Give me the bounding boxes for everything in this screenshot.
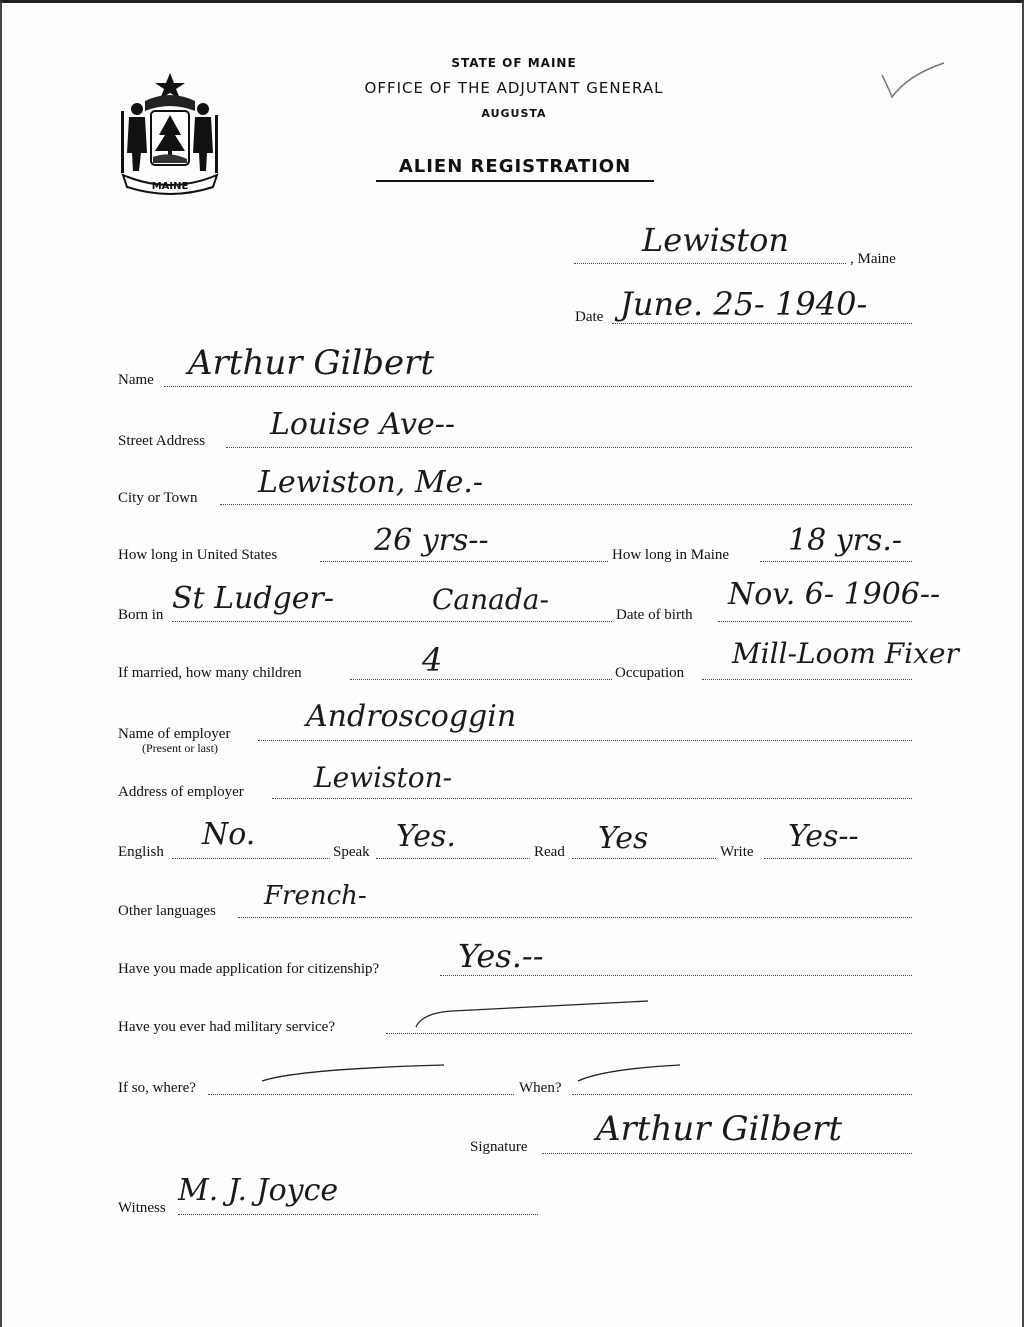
name-line [164,386,912,387]
date-label: Date [575,309,604,325]
citizenship-line [440,975,912,976]
occupation-label: Occupation [615,665,685,681]
occupation-value: Mill-Loom Fixer [732,637,959,670]
how-long-us-value: 26 yrs-- [374,523,489,558]
where-label: If so, where? [118,1080,196,1096]
military-dash-mark [412,997,652,1031]
city-line [220,504,912,505]
date-of-birth-line [718,621,912,622]
date-line [612,323,912,324]
signature-label: Signature [470,1139,528,1155]
english-line [172,858,330,859]
name-value: Arthur Gilbert [188,343,435,383]
children-label: If married, how many children [118,665,302,681]
employer-value: Androscoggin [306,699,517,734]
other-languages-line [238,917,912,918]
employer-label: Name of employer [118,726,231,742]
maine-label: , Maine [850,251,896,267]
born-in-label: Born in [118,607,164,623]
speak-label: Speak [333,844,370,860]
other-languages-label: Other languages [118,903,216,919]
header-state: STATE OF MAINE [451,56,577,70]
where-line [208,1094,514,1095]
english-label: English [118,844,164,860]
signature-value: Arthur Gilbert [596,1109,843,1149]
write-line [764,858,912,859]
employer-note: (Present or last) [142,741,218,755]
speak-value: Yes. [396,819,456,854]
town-value: Lewiston [642,221,789,259]
employer-address-label: Address of employer [118,784,244,800]
date-of-birth-label: Date of birth [616,607,693,623]
name-label: Name [118,372,154,388]
how-long-maine-value: 18 yrs.- [788,523,903,558]
witness-line [178,1214,538,1215]
witness-value: M. J. Joyce [178,1173,339,1208]
when-label: When? [519,1080,562,1096]
header-office: OFFICE OF THE ADJUTANT GENERAL [364,79,664,97]
date-of-birth-value: Nov. 6- 1906-- [728,577,941,612]
witness-label: Witness [118,1200,166,1216]
employer-address-value: Lewiston- [314,761,453,794]
when-dash-mark [574,1061,684,1085]
write-label: Write [720,844,754,860]
how-long-us-line [320,561,608,562]
english-value: No. [202,817,256,852]
when-line [572,1094,912,1095]
children-line [350,679,612,680]
occupation-line [702,679,912,680]
employer-line [258,740,912,741]
city-value: Lewiston, Me.- [258,465,483,500]
street-value: Louise Ave-- [270,407,456,442]
employer-address-line [272,798,912,799]
military-label: Have you ever had military service? [118,1019,335,1035]
speak-line [376,858,530,859]
write-value: Yes-- [788,819,859,854]
town-line [574,263,846,264]
signature-line [542,1153,912,1154]
read-value: Yes [598,821,649,856]
read-line [572,858,716,859]
city-label: City or Town [118,490,198,506]
citizenship-label: Have you made application for citizenship? [118,961,380,977]
other-languages-value: French- [264,881,367,911]
header-city: AUGUSTA [481,107,547,120]
how-long-maine-line [760,561,912,562]
how-long-us-label: How long in United States [118,547,278,563]
read-label: Read [534,844,565,860]
form-title: ALIEN REGISTRATION [376,156,654,182]
street-line [226,447,912,448]
born-in-line [172,621,612,622]
children-value: 4 [422,641,443,679]
date-value: June. 25- 1940- [620,285,868,323]
military-line [386,1033,912,1034]
born-in-country-value: Canada- [432,583,549,616]
how-long-maine-label: How long in Maine [612,547,730,563]
born-in-town-value: St Ludger- [172,581,335,616]
seal-motto: MAINE [151,181,189,192]
where-dash-mark [258,1061,448,1085]
street-label: Street Address [118,433,206,449]
citizenship-value: Yes.-- [458,937,544,975]
